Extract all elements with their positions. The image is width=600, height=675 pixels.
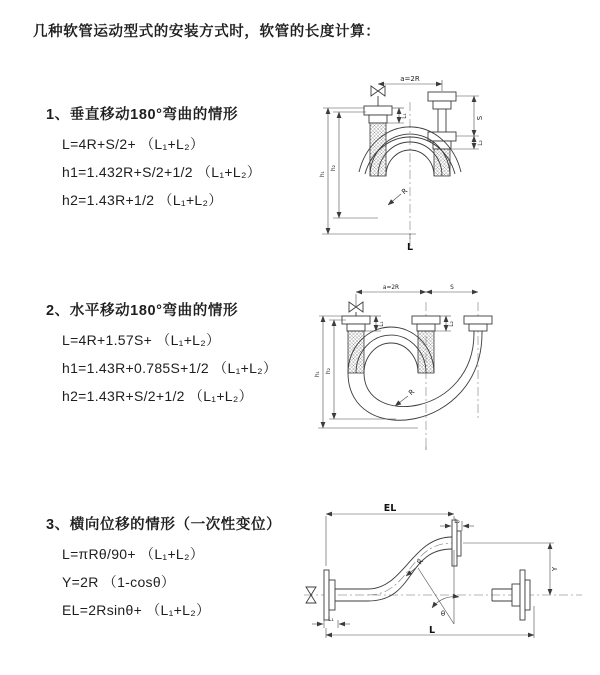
- dim-label-l2: L₂: [454, 519, 460, 525]
- section-heading: 3、横向位移的情形（一次性变位）: [46, 517, 282, 533]
- dim-label-l2: L₂: [478, 140, 484, 146]
- page-title: 几种软管运动型式的安装方式时，软管的长度计算：: [33, 24, 381, 40]
- diagram-vertical-bend: [308, 66, 558, 262]
- valve-icon: [371, 86, 385, 96]
- dim-label-a2r: a=2R: [400, 75, 420, 83]
- diagram-horizontal-bend: [308, 278, 558, 470]
- dim-label-h1: h₁: [315, 371, 321, 377]
- dim-label-l1: L₁: [379, 321, 385, 327]
- dim-label-s: S: [450, 285, 454, 291]
- formula-line: Y=2R （1-cosθ）: [62, 574, 176, 590]
- length-label: L: [406, 242, 414, 253]
- dim-label-s: S: [476, 115, 484, 121]
- formula-line: L=πRθ/90+ （L₁+L₂）: [62, 546, 205, 562]
- dim-label-y: Y: [551, 566, 559, 572]
- formula-line: h1=1.432R+S/2+1/2 （L₁+L₂）: [62, 164, 262, 180]
- dim-label-l1: L₁: [402, 113, 408, 119]
- formula-line: h2=1.43R+1/2 （L₁+L₂）: [62, 192, 223, 208]
- formula-line: h2=1.43R+S/2+1/2 （L₁+L₂）: [62, 388, 253, 404]
- angle-label-theta: θ: [440, 610, 446, 618]
- dim-label-h2: h₂: [326, 368, 332, 374]
- section-heading: 2、水平移动180°弯曲的情形: [46, 303, 239, 319]
- section-lateral-displacement: [46, 513, 281, 624]
- section-vertical-move: [46, 103, 261, 214]
- formula-line: L=4R+1.57S+ （L₁+L₂）: [62, 332, 221, 348]
- length-label: L: [428, 625, 436, 636]
- diagram-lateral-displacement: [296, 502, 588, 647]
- radius-label: R: [400, 186, 410, 197]
- dim-label-a2r: a=2R: [382, 285, 400, 291]
- dim-label-h1: h₁: [320, 171, 326, 177]
- dim-label-l1: L₁: [328, 617, 334, 623]
- formula-line: h1=1.43R+0.785S+1/2 （L₁+L₂）: [62, 360, 278, 376]
- dim-label-l2: L₂: [449, 321, 455, 327]
- section-heading: 1、垂直移动180°弯曲的情形: [46, 107, 239, 123]
- section-horizontal-move: [46, 299, 277, 410]
- dim-label-el: EL: [383, 503, 397, 514]
- formula-line: L=4R+S/2+ （L₁+L₂）: [62, 136, 205, 152]
- radius-label: R: [415, 557, 426, 567]
- radius-label: R: [407, 387, 417, 398]
- dim-label-h2: h₂: [331, 165, 337, 171]
- formula-line: EL=2Rsinθ+ （L₁+L₂）: [62, 602, 211, 618]
